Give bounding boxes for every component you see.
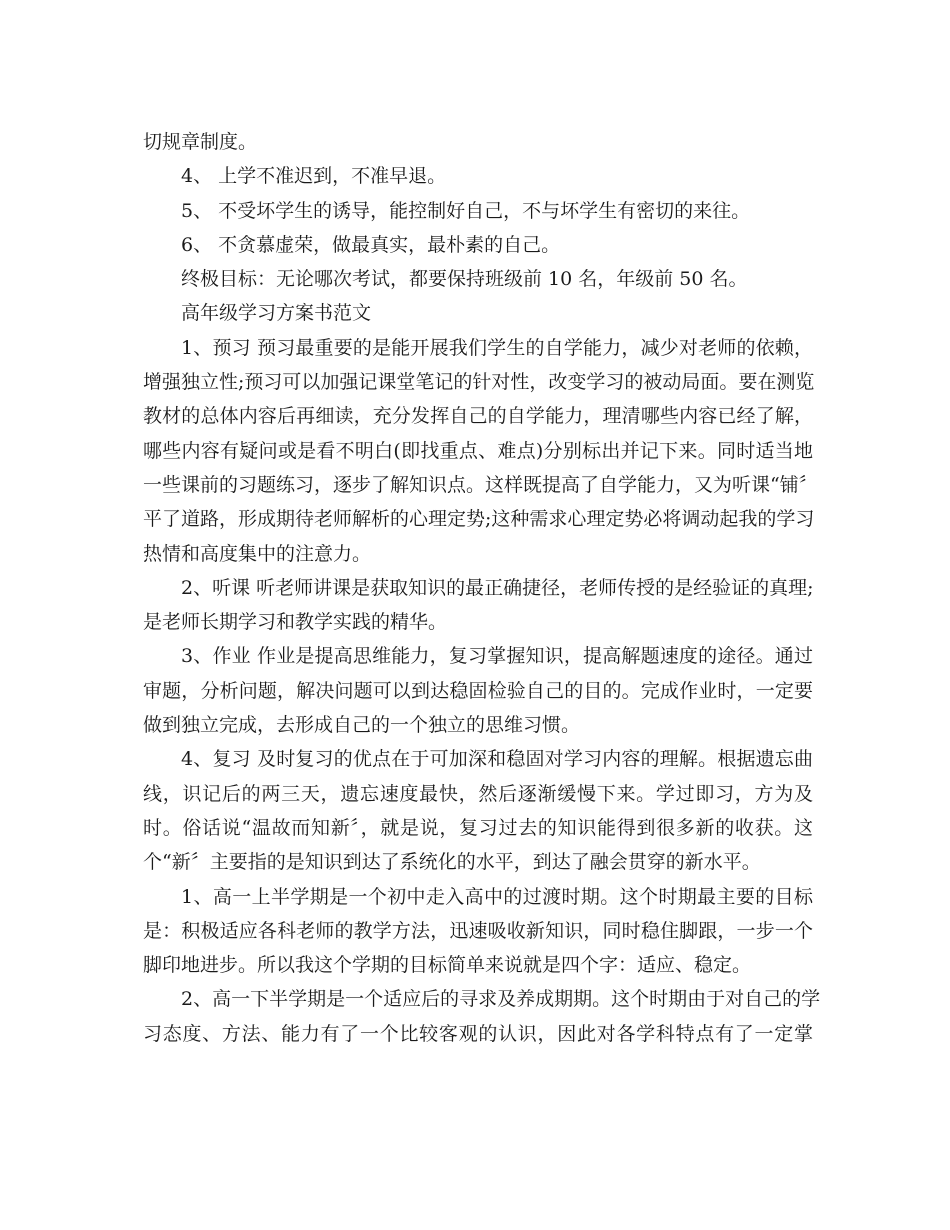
document-body xyxy=(143,125,821,1051)
text-line: 脚印地进步。所以我这个学期的目标简单来说就是四个字：适应、稳定。 xyxy=(143,954,752,977)
text-line: 5、 不受坏学生的诱导，能控制好自己，不与坏学生有密切的来往。 xyxy=(181,199,751,222)
text-line: 习态度、方法、能力有了一个比较客观的认识，因此对各学科特点有了一定掌 xyxy=(143,1022,813,1045)
section-heading: 高年级学习方案书范文 xyxy=(181,302,372,325)
text-line: 6、 不贪慕虚荣，做最真实，最朴素的自己。 xyxy=(181,233,561,256)
text-line: 平了道路，形成期待老师解析的心理定势;这种需求心理定势必将调动起我的学习 xyxy=(143,508,815,531)
text-line: 3、作业 作业是提高思维能力，复习掌握知识，提高解题速度的途径。通过 xyxy=(181,645,813,668)
text-line: 增强独立性;预习可以加强记课堂笔记的针对性，改变学习的被动局面。要在测览 xyxy=(143,371,815,394)
text-line: 教材的总体内容后再细读，充分发挥自己的自学能力，理清哪些内容已经了解， xyxy=(143,405,813,428)
text-line: 一些课前的习题练习，逐步了解知识点。这样既提高了自学能力，又为听课“铺〞 xyxy=(143,473,818,496)
text-line: 是老师长期学习和教学实践的精华。 xyxy=(143,611,448,634)
text-line: 做到独立完成，去形成自己的一个独立的思维习惯。 xyxy=(143,714,581,737)
text-line: 时。俗话说“温故而知新〞，就是说，复习过去的知识能得到很多新的收获。这 xyxy=(143,816,813,839)
text-line: 线，识记后的两三天，遗忘速度最快，然后逐渐缓慢下来。学过即习，方为及 xyxy=(143,782,813,805)
text-line: 1、预习 预习最重要的是能开展我们学生的自学能力，减少对老师的依赖， xyxy=(181,336,813,359)
text-line: 是：积极适应各科老师的教学方法，迅速吸收新知识，同时稳住脚跟，一步一个 xyxy=(143,919,813,942)
text-line: 个“新〞主要指的是知识到达了系统化的水平，到达了融会贯穿的新水平。 xyxy=(143,851,761,874)
text-line: 热情和高度集中的注意力。 xyxy=(143,542,372,565)
text-line: 哪些内容有疑问或是看不明白(即找重点、难点)分别标出并记下来。同时适当地 xyxy=(143,439,813,462)
text-line: 切规章制度。 xyxy=(143,131,258,153)
text-line: 4、 上学不准迟到，不准早退。 xyxy=(181,165,447,188)
text-line: 2、听课 听老师讲课是获取知识的最正确捷径，老师传授的是经验证的真理; xyxy=(181,576,814,599)
text-line: 1、高一上半学期是一个初中走入高中的过渡时期。这个时期最主要的目标 xyxy=(181,885,813,908)
text-line: 审题，分析问题，解决问题可以到达稳固检验自己的目的。完成作业时，一定要 xyxy=(143,679,813,702)
text-line: 2、高一下半学期是一个适应后的寻求及养成期期。这个时期由于对自己的学 xyxy=(181,988,821,1011)
text-line: 4、复习 及时复习的优点在于可加深和稳固对学习内容的理解。根据遗忘曲 xyxy=(181,748,813,771)
text-line: 终极目标：无论哪次考试，都要保持班级前 10 名，年级前 50 名。 xyxy=(181,268,748,291)
